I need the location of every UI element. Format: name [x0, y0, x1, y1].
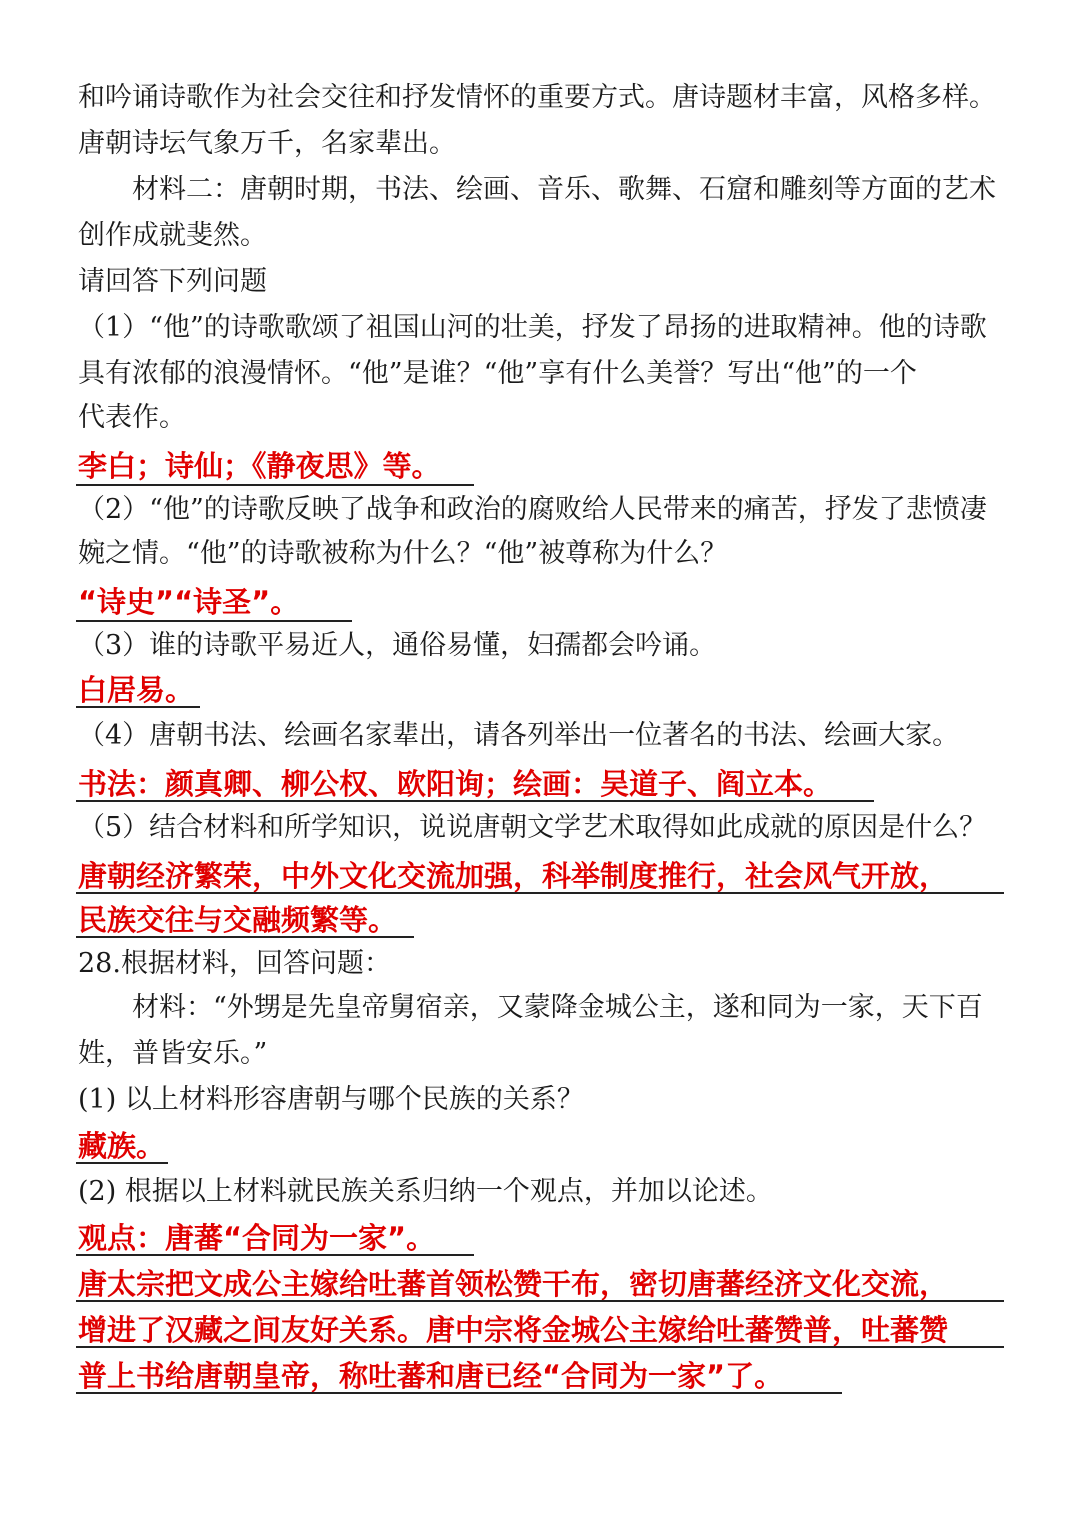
q2-line-1: （2）“他”的诗歌反映了战争和政治的腐败给人民带来的痛苦，抒发了悲愤凄: [78, 494, 987, 525]
q1-line-2: 具有浓郁的浪漫情怀。“他”是谁？“他”享有什么美誉？写出“他”的一个: [78, 358, 917, 389]
q28-sub-2-answer-line-2: 唐太宗把文成公主嫁给吐蕃首领松赞干布，密切唐蕃经济文化交流，: [78, 1267, 949, 1301]
q3-text: （3）谁的诗歌平易近人，通俗易懂，妇孺都会吟诵。: [78, 630, 717, 661]
q28-sub-1-text: (1) 以上材料形容唐朝与哪个民族的关系？: [78, 1084, 584, 1115]
q28-sub-2-answer-underline-3: [76, 1346, 1004, 1348]
intro-line-2: 唐朝诗坛气象万千，名家辈出。: [78, 128, 456, 159]
q3-answer-underline: [76, 706, 200, 708]
q28-heading: 28.根据材料，回答问题：: [78, 948, 391, 979]
q28-sub-2-answer-line-4: 普上书给唐朝皇帝，称吐蕃和唐已经“合同为一家”了。: [78, 1359, 784, 1393]
q28-material-line-2: 姓，普皆安乐。”: [78, 1038, 268, 1069]
q5-answer-line-1: 唐朝经济繁荣，中外文化交流加强，科举制度推行，社会风气开放，: [78, 859, 949, 893]
q4-text: （4）唐朝书法、绘画名家辈出，请各列举出一位著名的书法、绘画大家。: [78, 720, 960, 751]
q1-answer: 李白；诗仙；《静夜思》等。: [78, 449, 441, 483]
q2-answer-underline: [76, 620, 352, 622]
q4-answer-underline: [76, 800, 874, 802]
q3-answer: 白居易。: [78, 673, 195, 707]
q28-sub-2-answer-underline-4: [76, 1392, 842, 1394]
question-prompt: 请回答下列问题: [78, 266, 267, 297]
intro-line-1: 和吟诵诗歌作为社会交往和抒发情怀的重要方式。唐诗题材丰富，风格多样。: [78, 82, 996, 113]
q28-sub-2-answer-line-1: 观点：唐蕃“合同为一家”。: [78, 1221, 436, 1255]
q28-material-line-1: 材料：“外甥是先皇帝舅宿亲，又蒙降金城公主，遂和同为一家，天下百: [132, 992, 983, 1023]
q5-answer-underline-1: [76, 892, 1004, 894]
q28-sub-2-text: (2) 根据以上材料就民族关系归纳一个观点，并加以论述。: [78, 1176, 773, 1207]
q28-sub-2-answer-line-3: 增进了汉藏之间友好关系。唐中宗将金城公主嫁给吐蕃赞普，吐蕃赞: [78, 1313, 949, 1347]
q1-line-3: 代表作。: [78, 402, 186, 433]
q1-answer-underline: [76, 484, 474, 486]
q28-sub-2-answer-underline-1: [76, 1254, 474, 1256]
q5-answer-underline-2: [76, 936, 414, 938]
q5-text: （5）结合材料和所学知识，说说唐朝文学艺术取得如此成就的原因是什么？: [78, 812, 987, 843]
q28-sub-1-answer-underline: [76, 1162, 168, 1164]
q2-line-2: 婉之情。“他”的诗歌被称为什么？“他”被尊称为什么？: [78, 538, 728, 569]
q1-line-1: （1）“他”的诗歌歌颂了祖国山河的壮美，抒发了昂扬的进取精神。他的诗歌: [78, 312, 987, 343]
material-2-line-1: 材料二：唐朝时期，书法、绘画、音乐、歌舞、石窟和雕刻等方面的艺术: [132, 174, 996, 205]
material-2-line-2: 创作成就斐然。: [78, 220, 267, 251]
q28-sub-1-answer: 藏族。: [78, 1129, 166, 1163]
q2-answer: “诗史”“诗圣”。: [78, 585, 300, 619]
q4-answer: 书法：颜真卿、柳公权、欧阳询；绘画：吴道子、阎立本。: [78, 767, 833, 801]
q28-sub-2-answer-underline-2: [76, 1300, 1004, 1302]
q5-answer-line-2: 民族交往与交融频繁等。: [78, 903, 398, 937]
